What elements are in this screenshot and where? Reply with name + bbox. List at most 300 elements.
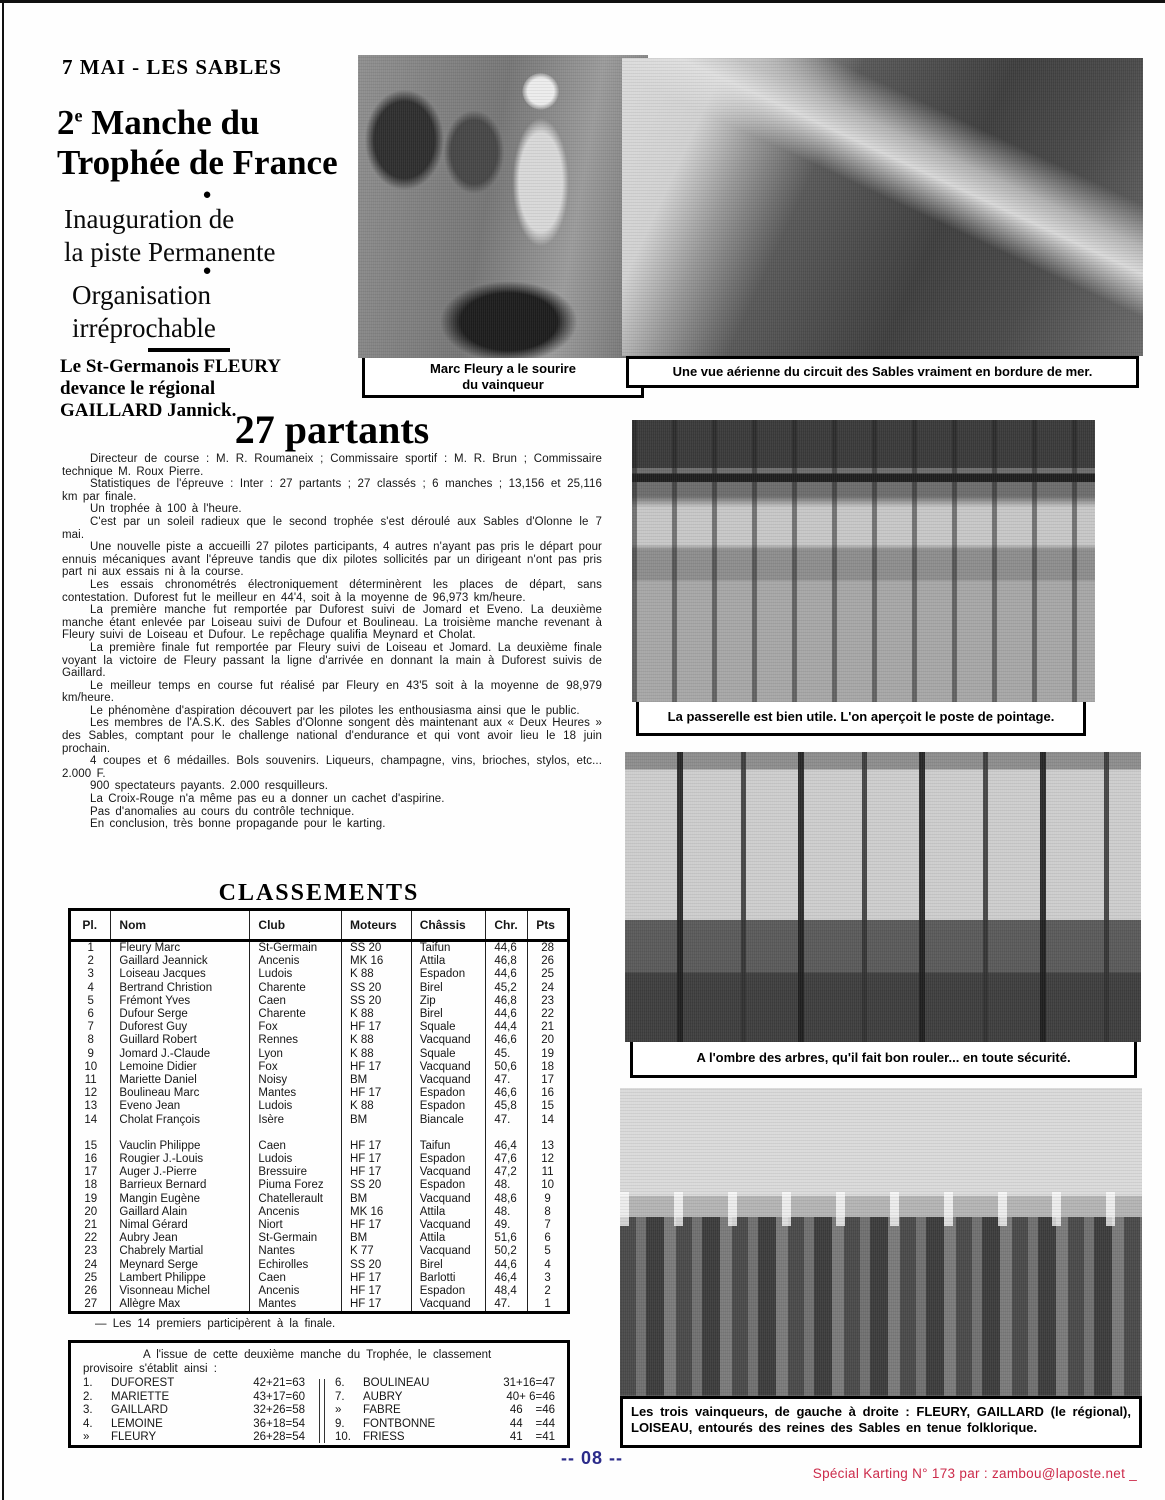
table-cell: Vacquand	[411, 1074, 486, 1087]
standings-name: FRIESS	[363, 1431, 405, 1443]
table-cell: 25	[84, 1271, 98, 1284]
standings-row	[83, 1418, 305, 1432]
table-cell: Aubry Jean	[111, 1232, 250, 1245]
table-cell: Dufour Serge	[111, 1008, 250, 1021]
standings-intro: provisoire s'établit ainsi :	[83, 1362, 217, 1375]
table-cell: 22	[528, 1008, 569, 1021]
photo-caption: A l'ombre des arbres, qu'il fait bon rouler... en toute sécurité.	[630, 1042, 1137, 1078]
page-border-left	[2, 0, 4, 1500]
table-row	[70, 1285, 569, 1298]
section-title: 27 partants	[234, 407, 430, 452]
table-cell: HF 17	[342, 1061, 412, 1074]
page-border-top	[0, 0, 1165, 3]
table-cell: BM	[342, 1114, 412, 1127]
table-cell: 4	[87, 981, 94, 994]
table-cell: Bressuire	[250, 1166, 342, 1179]
standfirst: Le St-Germanois FLEURY devance le régional GAILLARD Jannick.	[60, 356, 281, 421]
standings-rank: 2.	[83, 1390, 93, 1403]
table-cell: HF 17	[342, 1166, 412, 1179]
table-cell: 3	[87, 968, 94, 981]
table-row	[70, 1008, 569, 1021]
table-cell: 13	[528, 1140, 569, 1153]
table-cell: Meynard Serge	[111, 1259, 250, 1272]
credit-line: Spécial Karting N° 173 par : zambou@laposte.net _	[812, 1466, 1137, 1481]
standings-rank: 3.	[83, 1404, 93, 1416]
table-cell: Gaillard Jeannick	[111, 955, 250, 968]
table-cell: Birel	[411, 1259, 486, 1272]
table-cell: Visonneau Michel	[111, 1285, 250, 1298]
classement-table	[68, 908, 570, 1314]
table-row	[70, 955, 569, 968]
table-cell: Nimal Gérard	[111, 1219, 250, 1232]
table-header-cell: Club	[250, 910, 342, 941]
photo-caption: Une vue aérienne du circuit des Sables vraiment en bordure de mer.	[626, 356, 1139, 388]
table-row	[70, 1100, 569, 1113]
table-cell: SS 20	[342, 941, 412, 956]
table-cell: 28	[528, 941, 569, 956]
table-cell: 12	[528, 1153, 569, 1166]
table-cell: 23	[528, 995, 569, 1008]
table-cell: 4	[528, 1259, 569, 1272]
finalists-footnote: — Les 14 premiers participèrent à la finale.	[95, 1318, 336, 1330]
table-cell: Vacquand	[411, 1245, 486, 1258]
table-header-cell: Châssis	[411, 910, 486, 941]
table-cell: 50,6	[486, 1061, 528, 1074]
table-cell: Birel	[411, 1008, 486, 1021]
table-cell: 46,6	[486, 1087, 528, 1100]
table-header-cell: Pts	[528, 910, 569, 941]
standings-name: FABRE	[363, 1404, 401, 1416]
table-cell: Mantes	[250, 1087, 342, 1100]
table-cell: 27	[84, 1298, 98, 1311]
table-cell: 8	[87, 1034, 94, 1047]
table-cell: 21	[84, 1219, 98, 1232]
table-cell: K 88	[342, 968, 412, 981]
standings-row	[335, 1404, 555, 1418]
standings-grid	[83, 1377, 555, 1445]
table-cell: Birel	[411, 982, 486, 995]
table-cell: SS 20	[342, 982, 412, 995]
table-cell: Loiseau Jacques	[111, 968, 250, 981]
paragraph: Un trophée à 100 à l'heure.	[90, 503, 242, 516]
table-cell: 23	[84, 1245, 98, 1258]
table-cell: 46,4	[486, 1140, 528, 1153]
standings-row	[335, 1418, 555, 1432]
table-cell: St-Germain	[250, 1232, 342, 1245]
standings-rank: 6.	[335, 1377, 345, 1389]
table-cell: HF 17	[342, 1272, 412, 1285]
table-cell: 16	[84, 1153, 98, 1166]
table-cell: 11	[84, 1074, 97, 1087]
table-row	[70, 1034, 569, 1047]
table-cell: Caen	[250, 1140, 342, 1153]
table-cell: Taifun	[411, 941, 486, 956]
table-cell: 15	[84, 1139, 98, 1152]
table-cell: Lemoine Didier	[111, 1061, 250, 1074]
table-row	[70, 1259, 569, 1272]
standings-score: 40+ 6=46	[506, 1390, 555, 1403]
table-cell: 44,6	[486, 1259, 528, 1272]
table-cell: Vacquand	[411, 1193, 486, 1206]
table-cell: Bertrand Christion	[111, 982, 250, 995]
classement-title: CLASSEMENTS	[218, 880, 420, 906]
table-cell: 45,8	[486, 1100, 528, 1113]
photo-caption: Les trois vainqueurs, de gauche à droite : FLEURY, GAILLARD (le régional), LOISEAU, entourés des reines des Sables en tenue folklorique.	[620, 1396, 1142, 1448]
table-cell: 46,4	[486, 1272, 528, 1285]
table-cell: 50,2	[486, 1245, 528, 1258]
standings-rank: 1.	[83, 1377, 93, 1389]
paragraph: En conclusion, très bonne propagande pour le karting.	[90, 818, 386, 831]
table-row	[70, 1219, 569, 1232]
table-cell: Fleury Marc	[111, 941, 250, 956]
photo-winners-group	[620, 1088, 1142, 1396]
table-cell: Ancenis	[250, 955, 342, 968]
table-cell: 10	[528, 1179, 569, 1192]
table-cell: HF 17	[342, 1219, 412, 1232]
standings-score: 32+26=58	[253, 1404, 305, 1416]
table-cell: Charente	[250, 1008, 342, 1021]
photo-fleury-winner	[358, 55, 648, 358]
table-cell: 22	[84, 1232, 98, 1245]
table-cell: Biancale	[411, 1114, 486, 1127]
table-cell: 26	[528, 955, 569, 968]
table-cell: Boulineau Marc	[111, 1087, 250, 1100]
standings-name: GAILLARD	[111, 1404, 168, 1416]
table-cell: Piuma Forez	[250, 1179, 342, 1192]
table-cell: Barrieux Bernard	[111, 1179, 250, 1192]
table-cell: 44,6	[486, 1008, 528, 1021]
table-cell: 46,6	[486, 1034, 528, 1047]
table-cell: 9	[87, 1047, 94, 1060]
standings-right-column	[319, 1377, 555, 1445]
table-cell: Nantes	[250, 1245, 342, 1258]
standings-score: 26+28=54	[253, 1431, 305, 1443]
table-cell: 48,4	[486, 1285, 528, 1298]
subtitle-organisation: Organisation irréprochable	[72, 280, 216, 343]
table-cell: 44,4	[486, 1021, 528, 1034]
table-cell: 21	[528, 1021, 569, 1034]
table-row	[70, 1153, 569, 1166]
table-cell: 49.	[486, 1219, 528, 1232]
table-cell: 19	[528, 1048, 569, 1061]
standings-name: DUFOREST	[111, 1377, 175, 1389]
table-cell: Auger J.-Pierre	[111, 1166, 250, 1179]
photo-passerelle	[632, 420, 1095, 702]
table-row	[70, 1166, 569, 1179]
table-cell: Rougier J.-Louis	[111, 1153, 250, 1166]
table-cell: K 88	[342, 1008, 412, 1021]
bullet-icon: ●	[202, 186, 212, 203]
table-cell: Guillard Robert	[111, 1034, 250, 1047]
table-cell: 45,2	[486, 982, 528, 995]
paragraph: 4 coupes et 6 médailles. Bols souvenirs. Liqueurs, champagne, vins, brioches, stylos, etc... 2.000 F.	[62, 755, 602, 780]
table-row	[70, 995, 569, 1008]
standings-row	[83, 1377, 305, 1391]
table-header-cell: Chr.	[486, 910, 528, 941]
table-cell: Ancenis	[250, 1206, 342, 1219]
table-cell: K 88	[342, 1034, 412, 1047]
table-cell: 47.	[486, 1298, 528, 1313]
table-cell: Lyon	[250, 1048, 342, 1061]
table-row	[70, 1087, 569, 1100]
article-body	[62, 453, 602, 881]
table-row	[70, 1140, 569, 1153]
table-cell: BM	[342, 1193, 412, 1206]
subtitle-inauguration: Inauguration de la piste Permanente	[64, 204, 276, 267]
paragraph: Le phénomène d'aspiration découvert par les pilotes les enthousiasma ainsi que le public.	[90, 704, 580, 717]
table-cell: K 88	[342, 1100, 412, 1113]
table-cell: 44,6	[486, 941, 528, 956]
table-row	[70, 1179, 569, 1192]
standings-rank: »	[83, 1431, 90, 1443]
table-cell: 47.	[486, 1074, 528, 1087]
table-cell: 9	[528, 1193, 569, 1206]
table-cell: Espadon	[411, 968, 486, 981]
table-cell: Duforest Guy	[111, 1021, 250, 1034]
paragraph: Pas d'anomalies au cours du contrôle technique.	[90, 805, 355, 818]
table-cell: 2	[87, 955, 94, 968]
standings-row	[83, 1391, 305, 1405]
table-cell: 6	[528, 1232, 569, 1245]
main-title-line2: Trophée de France	[57, 142, 338, 182]
standings-rank: »	[335, 1404, 342, 1416]
standings-row	[83, 1431, 305, 1445]
table-cell: Ancenis	[250, 1285, 342, 1298]
table-cell: 7	[528, 1219, 569, 1232]
main-title-line1: 2e Manche du	[57, 102, 260, 142]
table-cell: Gaillard Alain	[111, 1206, 250, 1219]
table-cell: Attila	[411, 955, 486, 968]
table-cell: Barlotti	[411, 1272, 486, 1285]
table-cell: HF 17	[342, 1298, 412, 1313]
table-cell: Espadon	[411, 1179, 486, 1192]
table-cell: Vacquand	[411, 1166, 486, 1179]
table-cell: Ludois	[250, 1100, 342, 1113]
divider-rule	[148, 348, 230, 352]
table-row	[70, 968, 569, 981]
table-cell: Chatellerault	[250, 1193, 342, 1206]
table-cell: Taifun	[411, 1140, 486, 1153]
table-cell: Espadon	[411, 1285, 486, 1298]
photo-caption: Marc Fleury a le sourire du vainqueur	[362, 358, 644, 398]
table-cell: 16	[528, 1087, 569, 1100]
table-cell: Lambert Philippe	[111, 1272, 250, 1285]
table-row	[70, 1245, 569, 1258]
table-cell: 6	[87, 1008, 94, 1021]
table-cell: BM	[342, 1074, 412, 1087]
table-cell: Zip	[411, 995, 486, 1008]
table-cell: 19	[84, 1192, 98, 1205]
paragraph: Une nouvelle piste a accueilli 27 pilotes participants, 4 autres n'ayant pas pris le départ pour ennuis mécaniques avant l'épreuve tandis que dix pilotes sollicités par un dirigeant n'ont pas pris part ni aux essais ni à la course.	[62, 541, 602, 579]
table-row	[70, 1272, 569, 1285]
standings-intro: A l'issue de cette deuxième manche du Trophée, le classement	[143, 1349, 492, 1361]
table-cell: Ludois	[250, 968, 342, 981]
table-cell: Eveno Jean	[111, 1100, 250, 1113]
table-cell: K 77	[342, 1245, 412, 1258]
table-cell: Mariette Daniel	[111, 1074, 250, 1087]
paragraph: La Croix-Rouge n'a même pas eu a donner un cachet d'aspirine.	[90, 793, 445, 806]
standings-name: MARIETTE	[111, 1390, 170, 1403]
table-cell: 1	[528, 1298, 569, 1313]
paragraph: Directeur de course : M. R. Roumaneix ; Commissaire sportif : M. R. Brun ; Commissaire technique M. Roux Pierre.	[62, 453, 602, 478]
paragraph: Les membres de l'A.S.K. des Sables d'Olonne songent dès maintenant aux « Deux Heures » des Sables, comptant pour le challenge national d'endurance et qui vont avoir lieu le 18 juin prochain.	[62, 717, 602, 755]
table-cell: 18	[84, 1179, 98, 1192]
table-cell: Echirolles	[250, 1259, 342, 1272]
table-cell: Attila	[411, 1232, 486, 1245]
table-cell: MK 16	[342, 1206, 412, 1219]
table-cell: SS 20	[342, 995, 412, 1008]
standings-rank: 7.	[335, 1390, 345, 1403]
table-cell: 45.	[486, 1048, 528, 1061]
paragraph: Statistiques de l'épreuve : Inter : 27 partants ; 27 classés ; 6 manches ; 13,156 et 25,116 km par finale.	[62, 478, 602, 503]
table-cell: Squale	[411, 1048, 486, 1061]
paragraph: La première manche fut remportée par Duforest suivi de Jomard et Eveno. La deuxième manche étant enlevée par Loiseau suivi de Dufour et Boulineau. La troisième manche revenant à Fleury suivi de Loiseau et Dufour. Le repêchage qualifia Meynard et Cholat.	[62, 604, 602, 642]
table-cell: 44,6	[486, 968, 528, 981]
photo-aerial-circuit	[622, 58, 1143, 356]
standings-score: 41 =41	[509, 1431, 555, 1443]
table-cell: Caen	[250, 995, 342, 1008]
table-row	[70, 1298, 569, 1313]
table-cell: 8	[528, 1206, 569, 1219]
standings-score: 43+17=60	[253, 1390, 305, 1403]
table-cell: SS 20	[342, 1259, 412, 1272]
table-cell: Isère	[250, 1114, 342, 1127]
table-cell: Ludois	[250, 1153, 342, 1166]
table-cell: 47,6	[486, 1153, 528, 1166]
table-cell: 11	[528, 1166, 569, 1179]
table-cell: Vacquand	[411, 1219, 486, 1232]
standings-rank: 10.	[335, 1431, 351, 1443]
provisional-standings-box	[68, 1340, 570, 1448]
bullet-icon: ●	[202, 262, 212, 279]
standings-score: 42+21=63	[253, 1377, 305, 1389]
table-cell: 48,6	[486, 1193, 528, 1206]
table-cell: 24	[528, 982, 569, 995]
table-cell: Espadon	[411, 1087, 486, 1100]
table-cell: Vauclin Philippe	[111, 1140, 250, 1153]
table-row	[70, 1048, 569, 1061]
table-header-cell: Moteurs	[342, 910, 412, 941]
table-cell: 15	[528, 1100, 569, 1113]
standings-score: 46 =46	[509, 1404, 555, 1416]
table-cell: 47,2	[486, 1166, 528, 1179]
table-cell: Caen	[250, 1272, 342, 1285]
table-cell: 17	[528, 1074, 569, 1087]
table-cell: Mantes	[250, 1298, 342, 1313]
standings-left-column	[83, 1377, 319, 1445]
main-title	[57, 95, 357, 183]
table-cell: Fox	[250, 1021, 342, 1034]
table-cell: HF 17	[342, 1153, 412, 1166]
table-row	[70, 1074, 569, 1087]
table-cell: 14	[528, 1114, 569, 1127]
kicker: 7 MAI - LES SABLES	[62, 55, 282, 79]
table-cell: 10	[84, 1060, 98, 1073]
table-row	[70, 1021, 569, 1034]
table-cell: Squale	[411, 1021, 486, 1034]
table-cell: 7	[87, 1021, 94, 1034]
photo-caption: La passerelle est bien utile. L'on aperçoit le poste de pointage.	[636, 702, 1086, 736]
table-cell: 24	[84, 1258, 98, 1271]
table-cell: Espadon	[411, 1100, 486, 1113]
table-cell: 3	[528, 1272, 569, 1285]
standings-name: AUBRY	[363, 1390, 403, 1403]
table-cell: HF 17	[342, 1021, 412, 1034]
standings-row	[335, 1377, 555, 1391]
table-cell: Espadon	[411, 1153, 486, 1166]
standings-name: BOULINEAU	[363, 1377, 430, 1389]
paragraph: C'est par un soleil radieux que le second trophée s'est déroulé aux Sables d'Olonne le 7 mai.	[62, 515, 602, 541]
table-cell: St-Germain	[250, 941, 342, 956]
table-cell: K 88	[342, 1048, 412, 1061]
table-cell: 48.	[486, 1206, 528, 1219]
table-cell: Vacquand	[411, 1034, 486, 1047]
table-cell: Attila	[411, 1206, 486, 1219]
standings-row	[335, 1431, 555, 1445]
table-cell: SS 20	[342, 1179, 412, 1192]
table-cell: Mangin Eugène	[111, 1193, 250, 1206]
table-cell: Chabrely Martial	[111, 1245, 250, 1258]
table-row	[70, 941, 569, 956]
table-cell: 5	[528, 1245, 569, 1258]
paragraph: Les essais chronométrés électroniquement déterminèrent les places de départ, sans contestation. Duforest fut le meilleur en 44'4, soit à la moyenne de 96,973 km/heure.	[62, 578, 602, 604]
table-cell: Cholat François	[111, 1114, 250, 1127]
table-cell: BM	[342, 1232, 412, 1245]
table-cell: 20	[528, 1034, 569, 1047]
paragraph: 900 spectateurs payants. 2.000 resquilleurs.	[90, 780, 329, 793]
table-row	[70, 1061, 569, 1074]
table-cell: 13	[84, 1100, 98, 1113]
standings-name: LEMOINE	[111, 1417, 163, 1430]
table-cell: 17	[84, 1166, 98, 1179]
table-cell: 47.	[486, 1114, 528, 1127]
standings-score: 44 =44	[509, 1417, 555, 1430]
table-row	[70, 1114, 569, 1127]
table-cell: MK 16	[342, 955, 412, 968]
table-header-cell: Pl.	[70, 910, 111, 941]
paragraph: La première finale fut remportée par Fleury suivi de Loiseau et Jomard. La deuxième finale voyant la victoire de Fleury passant la ligne d'arrivée en donnant la main à Duforest suivis de Gaillard.	[62, 641, 602, 680]
table-header-cell: Nom	[111, 910, 250, 941]
table-cell: Vacquand	[411, 1298, 486, 1313]
table-cell: Rennes	[250, 1034, 342, 1047]
standings-row	[83, 1404, 305, 1418]
standings-row	[335, 1391, 555, 1405]
table-cell: 18	[528, 1061, 569, 1074]
standings-score: 36+18=54	[253, 1417, 305, 1430]
table-cell: Niort	[250, 1219, 342, 1232]
paragraph: Le meilleur temps en course fut réalisé par Fleury en 43'5 soit à la moyenne de 98,979 km/heure.	[62, 679, 602, 705]
table-cell: Fox	[250, 1061, 342, 1074]
table-cell: Frémont Yves	[111, 995, 250, 1008]
standings-name: FLEURY	[111, 1431, 157, 1443]
table-cell: 25	[528, 968, 569, 981]
page-number: -- 08 --	[561, 1448, 623, 1468]
table-cell: Noisy	[250, 1074, 342, 1087]
table-cell: 14	[84, 1113, 98, 1126]
table-cell: Jomard J.-Claude	[111, 1048, 250, 1061]
table-row	[70, 1206, 569, 1219]
table-cell: 1	[87, 942, 94, 954]
table-cell: 26	[84, 1285, 98, 1298]
table-cell: 48.	[486, 1179, 528, 1192]
table-cell: 51,6	[486, 1232, 528, 1245]
table-cell: 20	[84, 1205, 98, 1218]
photo-trees-track	[625, 752, 1141, 1042]
table-cell: 46,8	[486, 955, 528, 968]
table-row	[70, 1232, 569, 1245]
standings-rank: 9.	[335, 1417, 345, 1430]
standings-score: 31+16=47	[503, 1377, 555, 1389]
